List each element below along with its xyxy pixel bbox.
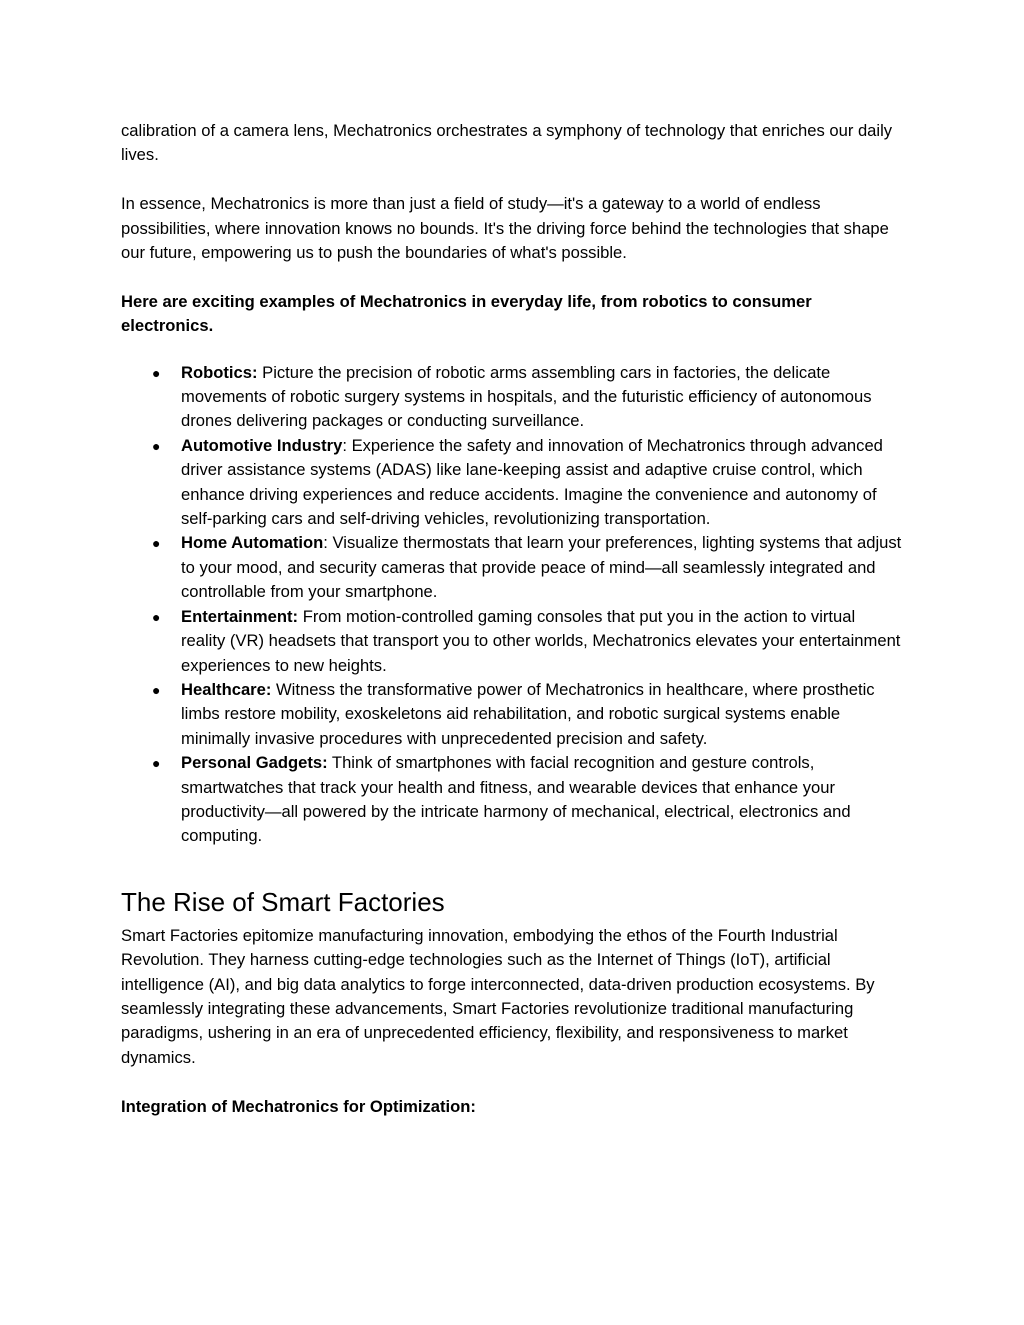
bullet-dot: ● xyxy=(152,364,161,381)
list-item-personal-gadgets xyxy=(121,751,904,849)
examples-heading: Here are exciting examples of Mechatronics in everyday life, from robotics to consumer electronics. xyxy=(121,291,812,336)
list-item-term: Robotics: xyxy=(181,362,258,382)
section-title: The Rise of Smart Factories xyxy=(121,886,445,917)
bullet-dot: ● xyxy=(152,608,161,625)
list-item-text: From motion-controlled gaming consoles that put you in the action to virtual reality (VR) headsets that transport you to other worlds, Mechatronics elevates your entertainment experiences to new heights. xyxy=(181,606,901,675)
bullet-dot: ● xyxy=(152,437,161,454)
essence-paragraph: In essence, Mechatronics is more than just a field of study—it's a gateway to a world of endless possibilities, where innovation knows no bounds. It's the driving force behind the technologies that shape our future, empowering us to push the boundaries of what's possible. xyxy=(121,194,889,263)
bullet-dot: ● xyxy=(152,681,161,698)
bullet-dot: ● xyxy=(152,535,161,552)
spacer xyxy=(121,339,904,361)
list-item-text: : Visualize thermostats that learn your preferences, lighting systems that adjust to your mood, and security cameras that provide peace of mind—all seamlessly integrated and controllable from your smartphone. xyxy=(181,533,902,602)
spacer xyxy=(121,849,904,877)
list-item-text: Think of smartphones with facial recognition and gesture controls, smartwatches that track your health and fitness, and wearable devices that enhance your productivity—all powered by the intricate harmony of mechanical, electrical, electronics and computing. xyxy=(181,753,851,846)
integration-subheading: Integration of Mechatronics for Optimization: xyxy=(121,1096,476,1116)
list-item-term: Home Automation xyxy=(181,533,324,553)
examples-list xyxy=(121,361,904,849)
spacer xyxy=(121,168,904,192)
list-item-entertainment xyxy=(121,605,904,678)
list-item-term: Healthcare: xyxy=(181,679,272,699)
list-item-term: Personal Gadgets: xyxy=(181,753,328,773)
spacer xyxy=(121,265,904,289)
list-item-term: Entertainment: xyxy=(181,606,299,626)
list-item-term: Automotive Industry xyxy=(181,435,343,455)
list-item-healthcare xyxy=(121,678,904,751)
smart-factories-paragraph: Smart Factories epitomize manufacturing innovation, embodying the ethos of the Fourth Industrial Revolution. They harness cutting-edge technologies such as the Internet of Things (IoT), artificial intelligence (AI), and big data analytics to forge interconnected, data-driven production ecosystems. By seamlessly integrating these advancements, Smart Factories revolutionize traditional manufacturing paradigms, ushering in an era of unprecedented efficiency, flexibility, and responsiveness to market dynamics. xyxy=(121,925,875,1067)
list-item-text: : Experience the safety and innovation of Mechatronics through advanced driver assistance systems (ADAS) like lane-keeping assist and adaptive cruise control, which enhance driving experiences and reduce accidents. Imagine the convenience and autonomy of self-parking cars and self-driving vehicles, revolutionizing transportation. xyxy=(181,435,883,529)
list-item-robotics xyxy=(121,361,904,434)
intro-tail-paragraph: calibration of a camera lens, Mechatronics orchestrates a symphony of technology that enriches our daily lives. xyxy=(121,121,893,165)
list-item-home-automation xyxy=(121,531,904,604)
list-item-text: Picture the precision of robotic arms assembling cars in factories, the delicate movements of robotic surgery systems in hospitals, and the futuristic efficiency of autonomous drones delivering packages or conducting surveillance. xyxy=(181,362,872,431)
list-item-automotive xyxy=(121,434,904,532)
list-item-text: Witness the transformative power of Mechatronics in healthcare, where prosthetic limbs restore mobility, exoskeletons aid rehabilitation, and robotic surgical systems enable minimally invasive procedures with unprecedented precision and safety. xyxy=(181,679,875,748)
spacer xyxy=(121,1070,904,1094)
bullet-dot: ● xyxy=(152,755,161,772)
